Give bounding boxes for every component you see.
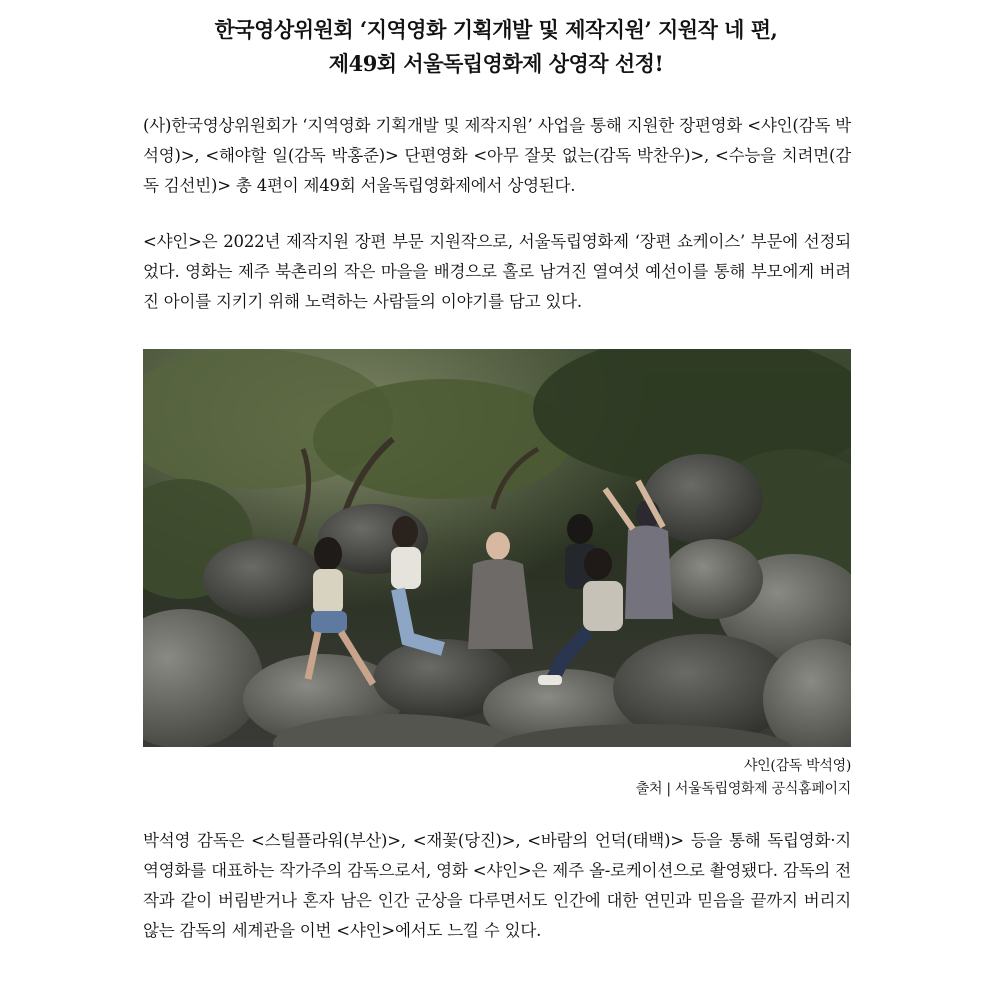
body-paragraph-3: 박석영 감독은 <스틸플라워(부산)>, <재꽃(당진)>, <바람의 언덕(태백)> 등을 통해 독립영화·지역영화를 대표하는 작가주의 감독으로서, 영화 <샤인>은 제주 올-로케이션으로 촬영됐다. 감독의 전작과 같이 버림받거나 혼자 남은 인간 군상을 다루면서도 인간에 대한 연민과 믿음을 끝까지 버리지 않는 감독의 세계관을 이번 <샤인>에서도 느낄 수 있다. <box>143 831 851 940</box>
photo-source: 출처 | 서울독립영화제 공식홈페이지 <box>635 781 851 797</box>
body-paragraph-1: (사)한국영상위원회가 ‘지역영화 기획개발 및 제작지원’ 사업을 통해 지원한 장편영화 <샤인(감독 박석영)>, <해야할 일(감독 박홍준)> 단편영화 <아무 잘못 없는(감독 박찬우)>, <수능을 치려면(감독 김선빈)> 총 4편이 제49회 서울독립영화제에서 상영된다. <box>143 116 851 195</box>
film-still-photo <box>143 349 851 747</box>
photo-caption: 샤인(감독 박석영) <box>743 758 851 774</box>
article-title-line-1: 한국영상위원회 ‘지역영화 기획개발 및 제작지원’ 지원작 네 편, <box>214 17 778 42</box>
article-title-line-2: 제49회 서울독립영화제 상영작 선정! <box>328 51 664 76</box>
body-paragraph-2: <샤인>은 2022년 제작지원 장편 부문 지원작으로, 서울독립영화제 ‘장편 쇼케이스’ 부문에 선정되었다. 영화는 제주 북촌리의 작은 마을을 배경으로 홀로 남겨진 열여섯 예선이를 통해 부모에게 버려진 아이를 지키기 위해 노력하는 사람들의 이야기를 담고 있다. <box>143 232 851 311</box>
